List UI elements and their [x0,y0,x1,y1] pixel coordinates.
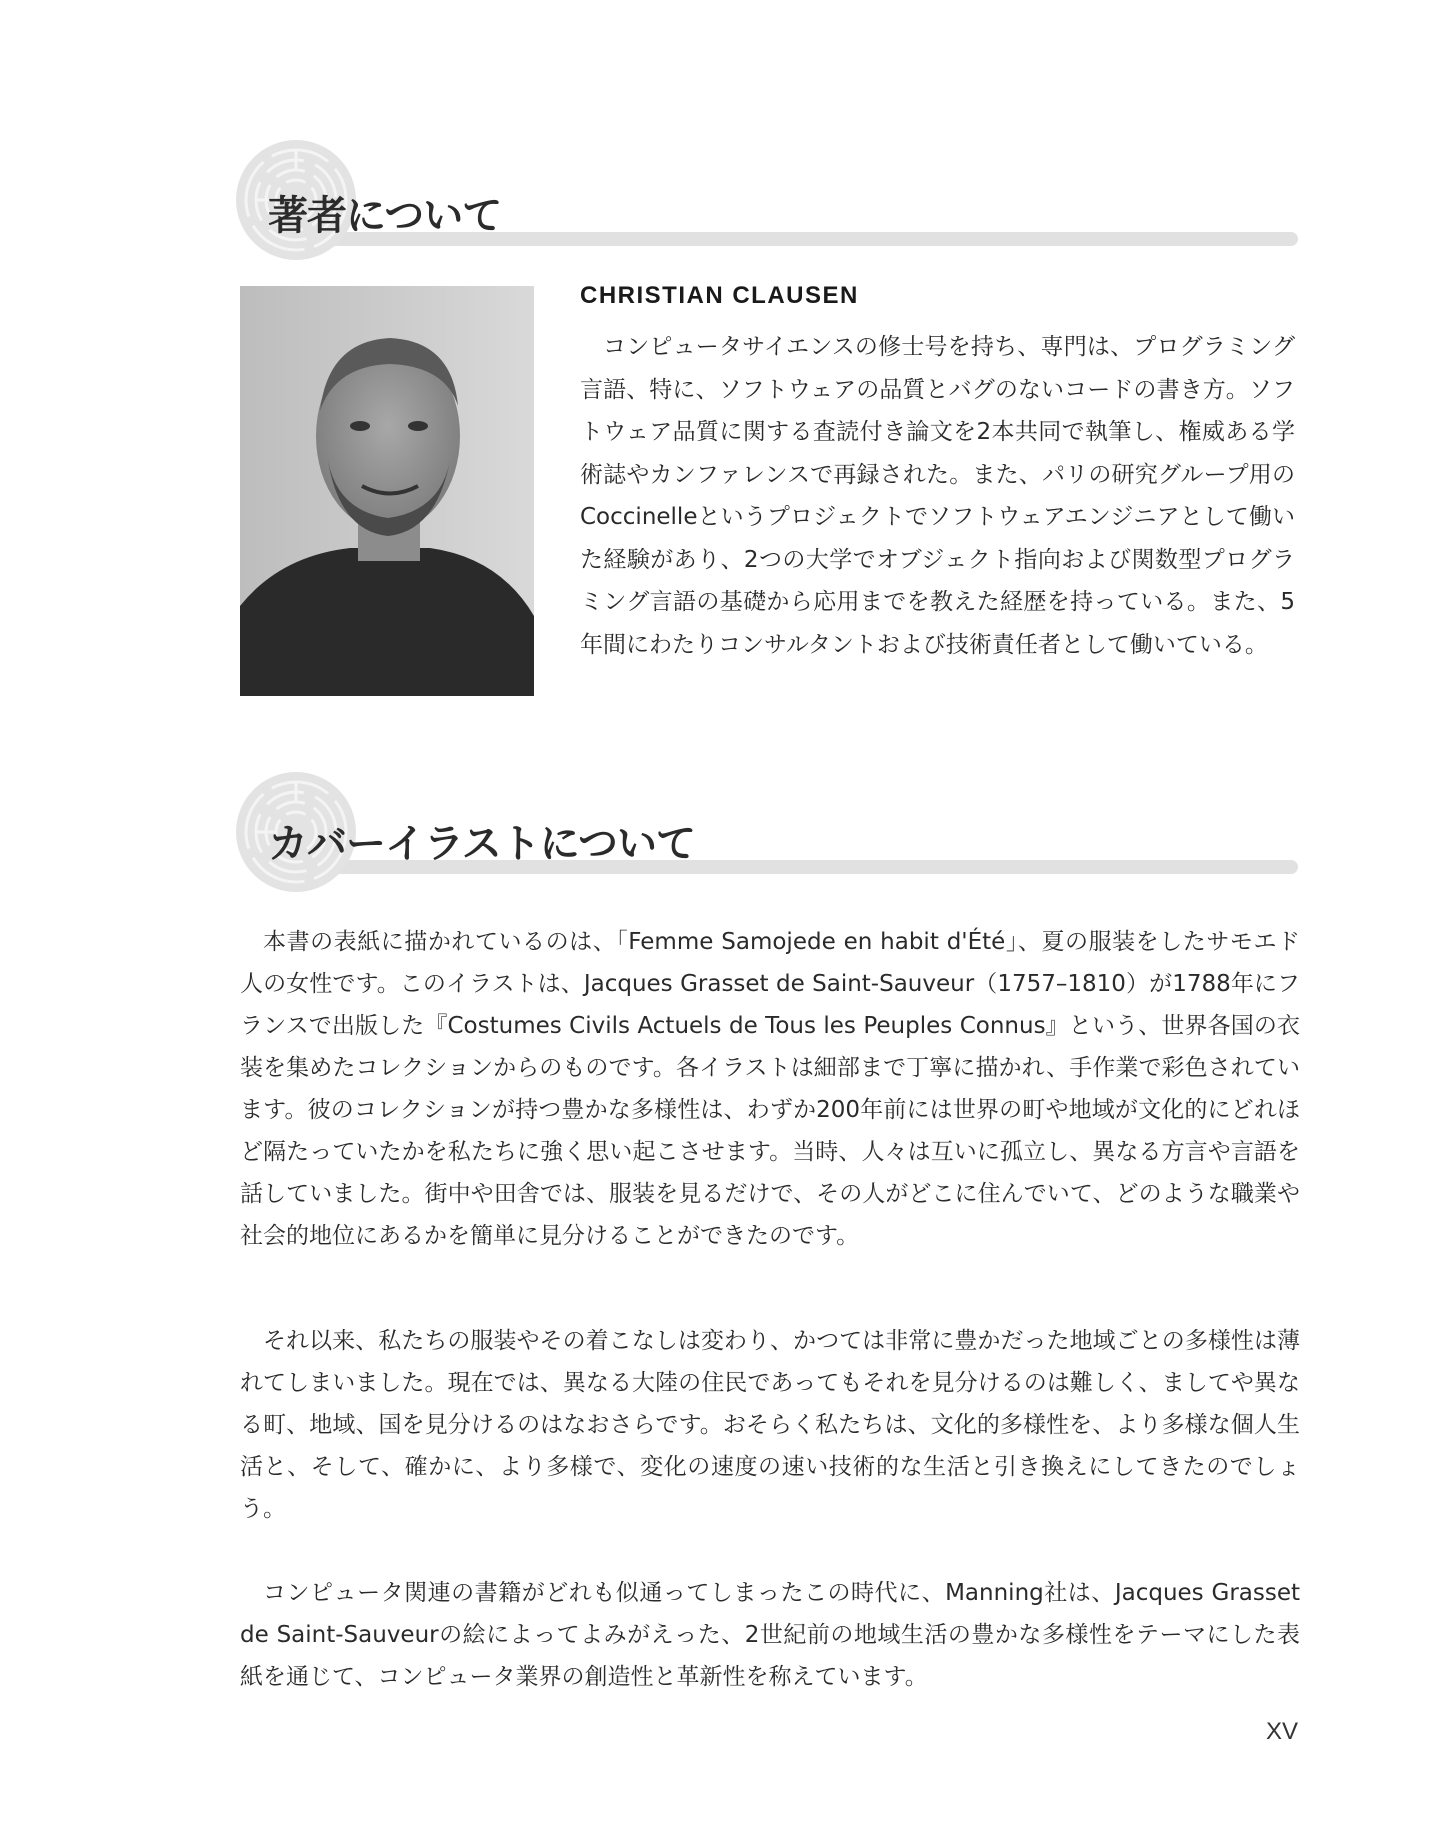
section-title: カバーイラストについて [268,821,695,867]
cover-paragraph: コンピュータ関連の書籍がどれも似通ってしまったこの時代に、Manning社は、Jacques Grasset de Saint-Sauveurの絵によってよみがえった、2世紀前の地域生活の豊かな多様性をテーマにした表紙を通じて、コンピュータ業界の創造性と革新性を称えています。 [240,1580,1300,1690]
section-header-about-cover [236,772,1298,892]
section-header-about-author [236,140,1298,260]
cover-paragraph: それ以来、私たちの服装やその着こなしは変わり、かつては非常に豊かだった地域ごとの多様性は薄れてしまいました。現在では、異なる大陸の住民であってもそれを見分けるのは難しく、ましてや異なる町、地域、国を見分けるのはなおさらです。おそらく私たちは、文化的多様性を、より多様な個人生活と、そして、確かに、より多様で、変化の速度の速い技術的な生活と引き換えにしてきたのでしょう。 [240,1328,1300,1522]
cover-paragraph: 本書の表紙に描かれているのは、「Femme Samojede en habit d'Été」、夏の服装をしたサモエド人の女性です。このイラストは、Jacques Grasset de Saint-Sauveur（1757–1810）が1788年にフランスで出版した『Costumes Civils Actuels de Tous les Peuples Connus』という、世界各国の衣装を集めたコレクションからのものです。各イラストは細部まで丁寧に描かれ、手作業で彩色されています。彼のコレクションが持つ豊かな多様性は、わずか200年前には世界の町や地域が文化的にどれほど隔たっていたかを私たちに強く思い起こさせます。当時、人々は互いに孤立し、異なる方言や言語を話していました。街中や田舎では、服装を見るだけで、その人がどこに住んでいて、どのような職業や社会的地位にあるかを簡単に見分けることができたのです。 [240,929,1300,1249]
author-bio: コンピュータサイエンスの修士号を持ち、専門は、プログラミング言語、特に、ソフトウェアの品質とバグのないコードの書き方。ソフトウェア品質に関する査読付き論文を2本共同で執筆し、権威ある学術誌やカンファレンスで再録された。また、パリの研究グループ用のCoccinelleというプロジェクトでソフトウェアエンジニアとして働いた経験があり、2つの大学でオブジェクト指向および関数型プログラミング言語の基礎から応用までを教えた経歴を持っている。また、5年間にわたりコンサルタントおよび技術責任者として働いている。 [580,334,1295,658]
page-number: XV [1265,1718,1298,1745]
author-photo [240,286,534,696]
section-title: 著者について [268,193,502,239]
author-name: CHRISTIAN CLAUSEN [580,282,859,309]
